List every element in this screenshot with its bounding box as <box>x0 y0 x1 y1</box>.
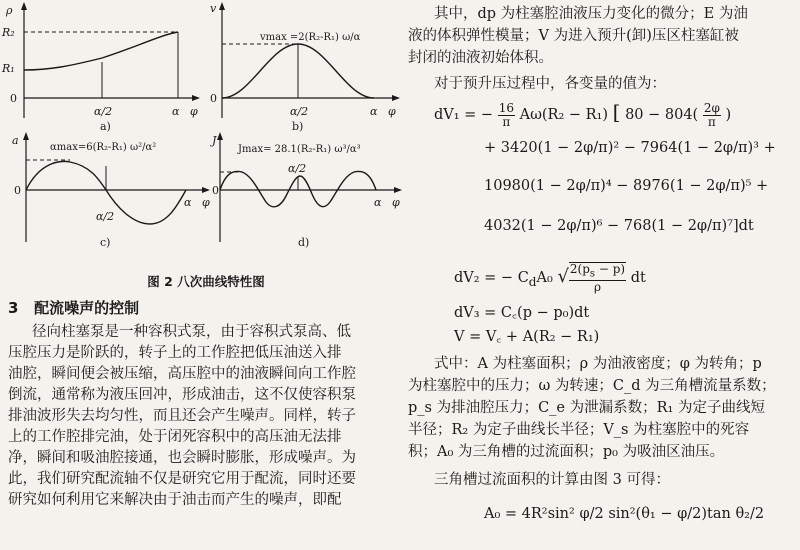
eq5: A₀ = 4R²sin² φ/2 sin²(θ₁ − φ/2)tan θ₂/2 <box>484 506 765 522</box>
left-line: 此，我们研究配流轴不仅是研究它用于配流，同时还要 <box>8 471 356 487</box>
eq2-mid: A₀ <box>536 270 553 287</box>
right-desc-line: 式中：A 为柱塞面积；ρ 为油液密度；φ 为转角；p <box>434 356 762 372</box>
fig-d-y-axis: J <box>212 134 217 147</box>
eq1-two-phi: 2φ <box>703 100 720 115</box>
left-line: 压腔压力是阶跃的，转子上的工作腔把低压油送入排 <box>8 345 342 361</box>
fig-d-x-axis: φ <box>392 196 400 209</box>
fig-c-formula: αmax=6(R₂-R₁) ω²/α² <box>50 142 157 153</box>
fig-b-zero: 0 <box>210 92 217 105</box>
fig-d-label: d) <box>298 236 310 249</box>
right-desc-line: 三角槽过流面积的计算由图 3 可得： <box>434 472 670 488</box>
fig-a-zero: 0 <box>10 92 17 105</box>
right-desc-line: 为柱塞腔中的压力；ω 为转速；C_d 为三角槽流量系数； <box>408 378 776 394</box>
eq1-line1 <box>434 100 731 129</box>
fig-b-x-axis: φ <box>388 105 396 118</box>
eq2-rhs: dt <box>630 270 646 287</box>
fig-c-zero: 0 <box>14 184 21 197</box>
fig-d-half: α/2 <box>288 162 307 175</box>
eq1-coef-num: 16 <box>498 100 514 115</box>
fig-b-alpha: α <box>370 105 378 118</box>
eq2-sqrt: √ <box>557 266 569 288</box>
figure-b-svg <box>210 0 400 133</box>
left-paragraph <box>8 322 398 511</box>
figure-b <box>210 0 400 133</box>
fig-d-zero: 0 <box>212 184 219 197</box>
eq1-line2: + 3420(1 − 2φ/π)² − 7964(1 − 2φ/π)³ + <box>484 140 776 156</box>
left-line: 径向柱塞泵是一种容积式泵，由于容积式泵高、低 <box>32 324 351 340</box>
fig-a-label: a) <box>100 120 111 133</box>
fig-b-half: α/2 <box>290 105 309 118</box>
figure-d <box>212 132 402 250</box>
section-heading <box>8 297 139 318</box>
fig-b-formula: vmax =2(R₂-R₁) ω/α <box>260 32 361 43</box>
fig-a-r1: R₁ <box>2 62 15 75</box>
eq2-root-num-b: − p) <box>595 262 626 276</box>
fig-c-x-axis: φ <box>202 196 210 209</box>
eq1-bracket: [ <box>612 100 621 124</box>
fig-a-r2: R₂ <box>2 26 15 39</box>
eq1-close-paren: ) <box>725 107 732 123</box>
right-desc-line: 积；A₀ 为三角槽的过流面积；p₀ 为吸油区油压。 <box>408 444 725 460</box>
fig-d-formula: Jmax= 28.1(R₂-R₁) ω³/α³ <box>238 144 361 155</box>
right-intro-line: 对于预升压过程中，各变量的值为： <box>434 76 666 92</box>
eq1-line4: 4032(1 − 2φ/π)⁶ − 768(1 − 2φ/π)⁷]dt <box>484 218 754 234</box>
eq2-sub: d <box>528 275 537 290</box>
left-line: 净，瞬间和吸油腔接通，也会瞬时膨胀，形成噪声。为 <box>8 450 356 466</box>
figure-c-svg <box>10 132 210 250</box>
left-line: 倒流，通常称为液压回冲，形成油击，这不仅使容积泵 <box>8 387 356 403</box>
eq4: V = V꜀ + A(R₂ − R₁) <box>454 329 600 345</box>
left-line: 上的工作腔排完油，处于闭死容积中的高压油无法排 <box>8 429 342 445</box>
figure-c <box>10 132 210 250</box>
fig-c-half: α/2 <box>96 210 115 223</box>
right-intro-line: 液的体积弹性模量；V 为进入预升(卸)压区柱塞缸被 <box>408 28 739 44</box>
eq1-coef <box>498 102 515 129</box>
eq3: dV₃ = C꜀(p − p₀)dt <box>454 305 590 321</box>
right-desc-line: 半径；R₂ 为定子曲线长半径；V_s 为柱塞腔中的死容 <box>408 422 750 438</box>
fig-b-label: b) <box>292 120 304 133</box>
eq2-root-num-sub: s <box>589 268 596 280</box>
right-intro-line: 封闭的油液初始体积。 <box>408 50 553 66</box>
section-title: 配流噪声的控制 <box>34 299 140 317</box>
fig-c-alpha: α <box>184 196 192 209</box>
left-line: 排油波形失去均匀性，而且还会产生噪声。同样，转子 <box>8 408 356 424</box>
section-number: 3 <box>8 299 19 317</box>
fig-d-alpha: α <box>374 196 382 209</box>
eq1-post: 80 − 804( <box>625 107 699 123</box>
right-column <box>404 0 800 550</box>
figure-d-svg <box>212 132 402 250</box>
eq1-lhs: dV₁ = − <box>434 107 494 123</box>
left-line: 油腔，瞬间便会被压缩，高压腔中的油液瞬间向工作腔 <box>8 366 356 382</box>
fig-c-label: c) <box>100 236 111 249</box>
left-line: 研究如何利用它来解决由于油击而产生的噪声，即配 <box>8 492 342 508</box>
eq2-root <box>569 262 626 294</box>
fig-a-half: α/2 <box>94 105 113 118</box>
eq2-root-den: ρ <box>593 280 602 295</box>
eq1-coef-den: π <box>502 114 511 129</box>
eq1-two-phi-over-pi <box>703 102 721 129</box>
fig-a-x-axis: φ <box>190 105 198 118</box>
eq2 <box>454 262 646 294</box>
eq2-lhs: dV₂ = − C <box>454 270 529 287</box>
eq1-pi: π <box>707 114 716 129</box>
figure-a-svg <box>0 0 200 133</box>
figure-a <box>0 0 200 133</box>
right-desc-line: p_s 为排油腔压力；C_e 为泄漏系数；R₁ 为定子曲线短 <box>408 400 765 416</box>
right-intro-line: 其中，dp 为柱塞腔油液压力变化的微分；E 为油 <box>434 6 748 22</box>
fig-a-alpha: α <box>172 105 180 118</box>
eq2-root-num <box>569 263 626 281</box>
fig-c-y-axis: a <box>12 134 19 147</box>
fig-b-y-axis: v <box>210 2 217 15</box>
eq1-mid: Aω(R₂ − R₁) <box>519 107 609 123</box>
eq2-root-num-a: 2(p <box>569 262 590 276</box>
figure-caption: 图 2 八次曲线特性图 <box>147 274 265 289</box>
fig-a-y-axis: ρ <box>6 4 13 17</box>
eq1-line3: 10980(1 − 2φ/π)⁴ − 8976(1 − 2φ/π)⁵ + <box>484 178 769 194</box>
